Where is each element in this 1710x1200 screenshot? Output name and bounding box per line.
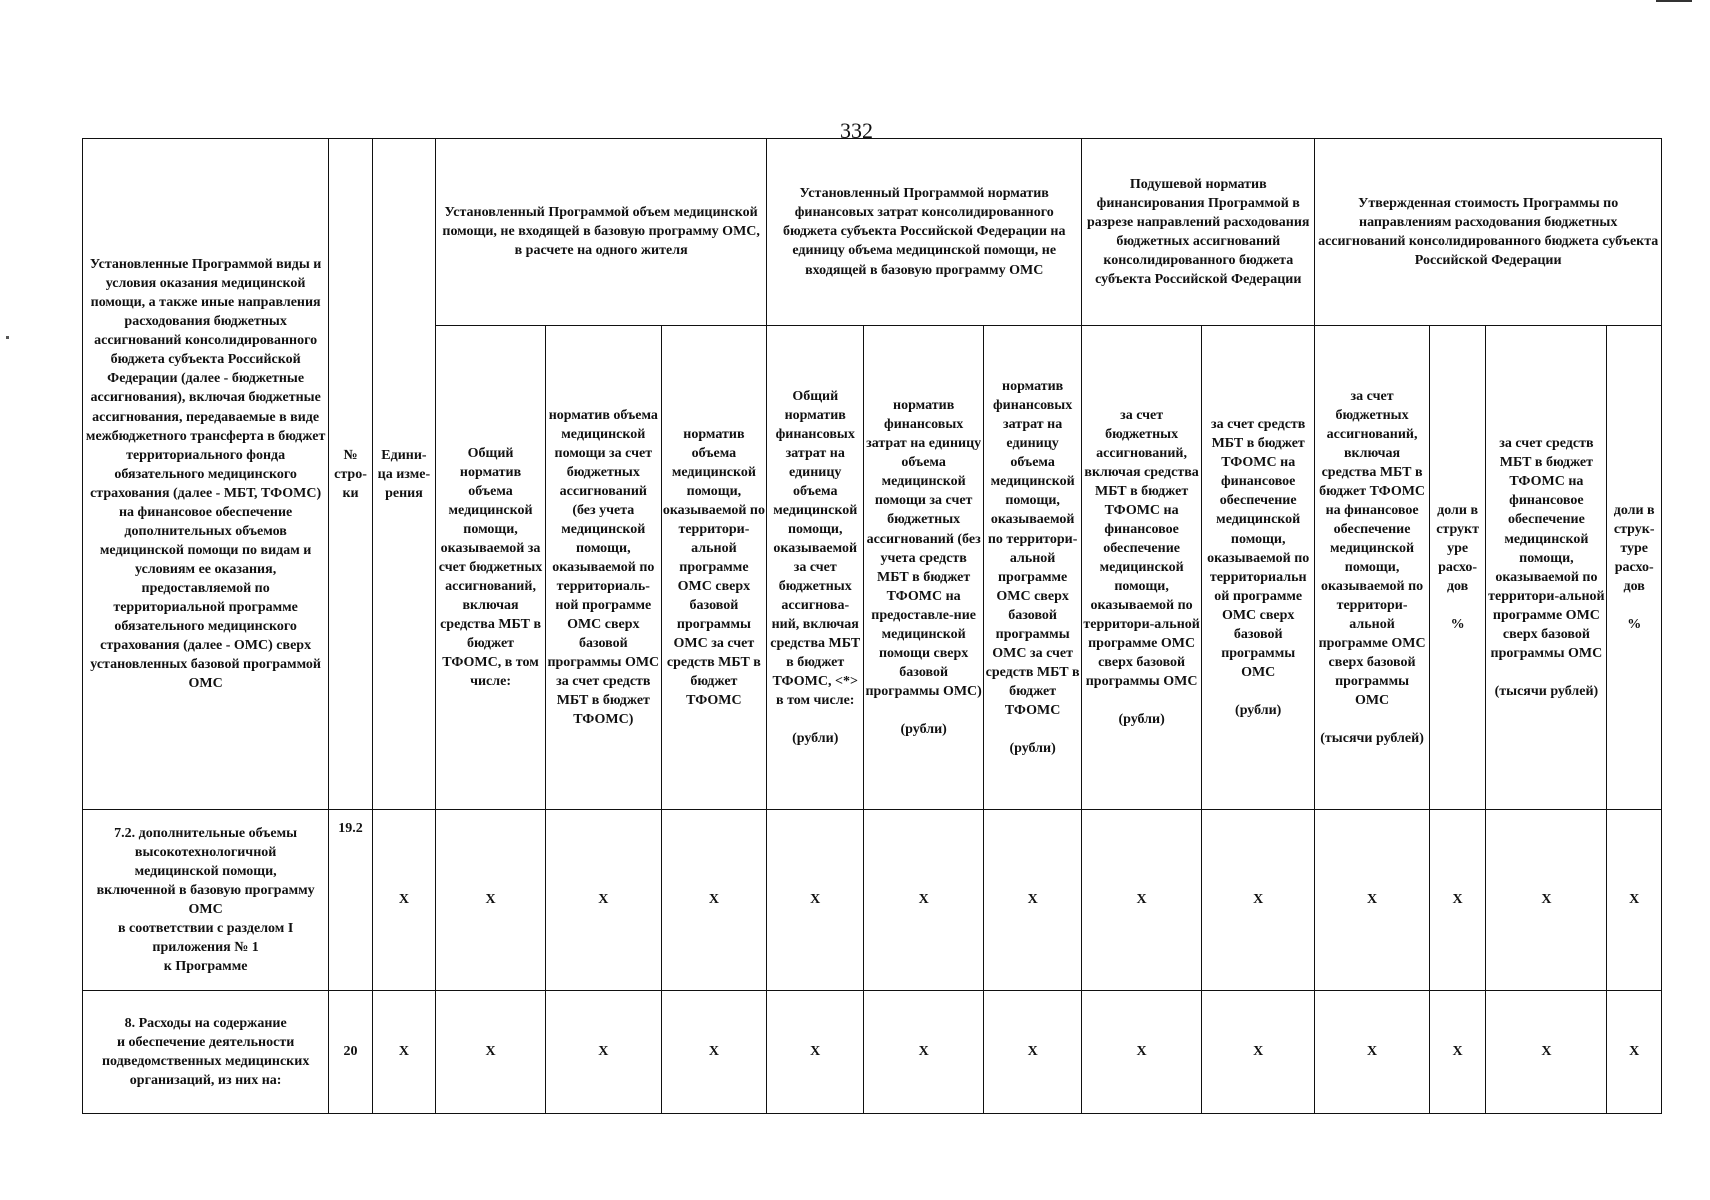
row-number: 20 bbox=[329, 990, 373, 1113]
cell-value: X bbox=[372, 810, 435, 991]
cell-value: X bbox=[1486, 810, 1607, 991]
header-row-number: № стро-ки bbox=[329, 139, 373, 810]
subheader-col-6: норматив финансовых затрат на единицу объема медицинской помощи, оказываемой по территори-альной программе ОМС сверх базовой программы ОМС за счет средств МБТ в бюджет ТФОМС (рубли) bbox=[984, 325, 1082, 809]
cell-value: X bbox=[1202, 990, 1315, 1113]
cell-value: X bbox=[546, 990, 662, 1113]
cell-value: X bbox=[1607, 990, 1662, 1113]
cell-value: X bbox=[1607, 810, 1662, 991]
subheader-col-3: норматив объема медицинской помощи, оказываемой по территори-альной программе ОМС сверх базовой программы ОМС за счет средств МБТ в бюджет ТФОМС bbox=[661, 325, 767, 809]
subheader-col-8: за счет средств МБТ в бюджет ТФОМС на финансовое обеспечение медицинской помощи, оказываемой по территориальн ой программе ОМС сверх базовой программы ОМС (рубли) bbox=[1202, 325, 1315, 809]
program-table bbox=[82, 138, 1662, 1114]
page-number: 332 bbox=[840, 118, 873, 143]
cell-value: X bbox=[1486, 990, 1607, 1113]
cell-value: X bbox=[1202, 810, 1315, 991]
subheader-col-2: норматив объема медицинской помощи за счет бюджетных ассигнований (без учета медицинской помощи, оказываемой по территориаль-ной программе ОМС сверх базовой программы ОМС за счет средств МБТ в бюджет ТФОМС) bbox=[546, 325, 662, 809]
cell-value: X bbox=[546, 810, 662, 991]
row-label: 8. Расходы на содержание и обеспечение деятельности подведомственных медицинских организаций, из них на: bbox=[83, 990, 329, 1113]
header-group-cost-norm: Установленный Программой норматив финансовых затрат консолидированного бюджета субъекта Российской Федерации на единицу объема медицинской помощи, не входящей в базовую программу ОМС bbox=[767, 139, 1082, 326]
subheader-col-10: доли в структ уре расхо-дов % bbox=[1429, 325, 1486, 809]
cell-value: X bbox=[864, 990, 984, 1113]
header-group-per-capita: Подушевой норматив финансирования Программой в разрезе направлений расходования бюджетных ассигнований консолидированного бюджета субъекта Российской Федерации bbox=[1082, 139, 1315, 326]
header-left-description: Установленные Программой виды и условия оказания медицинской помощи, а также иные направления расходования бюджетных ассигнований консолидированного бюджета субъекта Российской Федерации (далее - бюджетные ассигнования), включая бюджетные ассигнования, передаваемые в виде межбюджетного трансферта в бюджет территориального фонда обязательного медицинского страхования (далее - МБТ, ТФОМС) на финансовое обеспечение дополнительных объемов медицинской помощи по видам и условиям ее оказания, предоставляемой по территориальной программе обязательного медицинского страхования (далее - ОМС) сверх установленных базовой программой ОМС bbox=[83, 139, 329, 810]
scan-dot bbox=[6, 336, 9, 339]
cell-value: X bbox=[1315, 990, 1429, 1113]
cell-value: X bbox=[984, 990, 1082, 1113]
row-label: 7.2. дополнительные объемы высокотехнологичной медицинской помощи, включенной в базовую программу ОМС в соответствии с разделом I приложения № 1 к Программе bbox=[83, 810, 329, 991]
header-group-volume: Установленный Программой объем медицинской помощи, не входящей в базовую программу ОМС, в расчете на одного жителя bbox=[436, 139, 767, 326]
cell-value: X bbox=[661, 810, 767, 991]
cell-value: X bbox=[1429, 810, 1486, 991]
cell-value: X bbox=[372, 990, 435, 1113]
cell-value: X bbox=[1315, 810, 1429, 991]
cell-value: X bbox=[436, 810, 546, 991]
subheader-col-1: Общий норматив объема медицинской помощи, оказываемой за счет бюджетных ассигнований, включая средства МБТ в бюджет ТФОМС, в том числе: bbox=[436, 325, 546, 809]
cell-value: X bbox=[661, 990, 767, 1113]
subheader-col-12: доли в струк-туре расхо-дов % bbox=[1607, 325, 1662, 809]
subheader-col-7: за счет бюджетных ассигнований, включая средства МБТ в бюджет ТФОМС на финансовое обеспечение медицинской помощи, оказываемой по территори-альной программе ОМС сверх базовой программы ОМС (рубли) bbox=[1082, 325, 1202, 809]
cell-value: X bbox=[767, 810, 864, 991]
table-row bbox=[83, 990, 1662, 1113]
cell-value: X bbox=[984, 810, 1082, 991]
subheader-col-11: за счет средств МБТ в бюджет ТФОМС на финансовое обеспечение медицинской помощи, оказываемой по территори-альной программе ОМС сверх базовой программы ОМС (тысячи рублей) bbox=[1486, 325, 1607, 809]
header-group-approved-cost: Утвержденная стоимость Программы по направлениям расходования бюджетных ассигнований консолидированного бюджета субъекта Российской Федерации bbox=[1315, 139, 1662, 326]
table-row bbox=[83, 810, 1662, 991]
corner-scan-mark bbox=[1656, 0, 1692, 2]
subheader-col-4: Общий норматив финансовых затрат на единицу объема медицинской помощи, оказываемой за счет бюджетных ассигнова-ний, включая средства МБТ в бюджет ТФОМС, <*> в том числе: (рубли) bbox=[767, 325, 864, 809]
subheader-col-9: за счет бюджетных ассигнований, включая средства МБТ в бюджет ТФОМС на финансовое обеспечение медицинской помощи, оказываемой по территори-альной программе ОМС сверх базовой программы ОМС (тысячи рублей) bbox=[1315, 325, 1429, 809]
cell-value: X bbox=[767, 990, 864, 1113]
cell-value: X bbox=[1429, 990, 1486, 1113]
row-number: 19.2 bbox=[329, 810, 373, 991]
cell-value: X bbox=[864, 810, 984, 991]
header-unit: Едини-ца изме-рения bbox=[372, 139, 435, 810]
cell-value: X bbox=[1082, 990, 1202, 1113]
subheader-col-5: норматив финансовых затрат на единицу объема медицинской помощи за счет бюджетных ассигнований (без учета средств МБТ в бюджет ТФОМС на предоставле-ние медицинской помощи сверх базовой программы ОМС) (рубли) bbox=[864, 325, 984, 809]
cell-value: X bbox=[436, 990, 546, 1113]
cell-value: X bbox=[1082, 810, 1202, 991]
